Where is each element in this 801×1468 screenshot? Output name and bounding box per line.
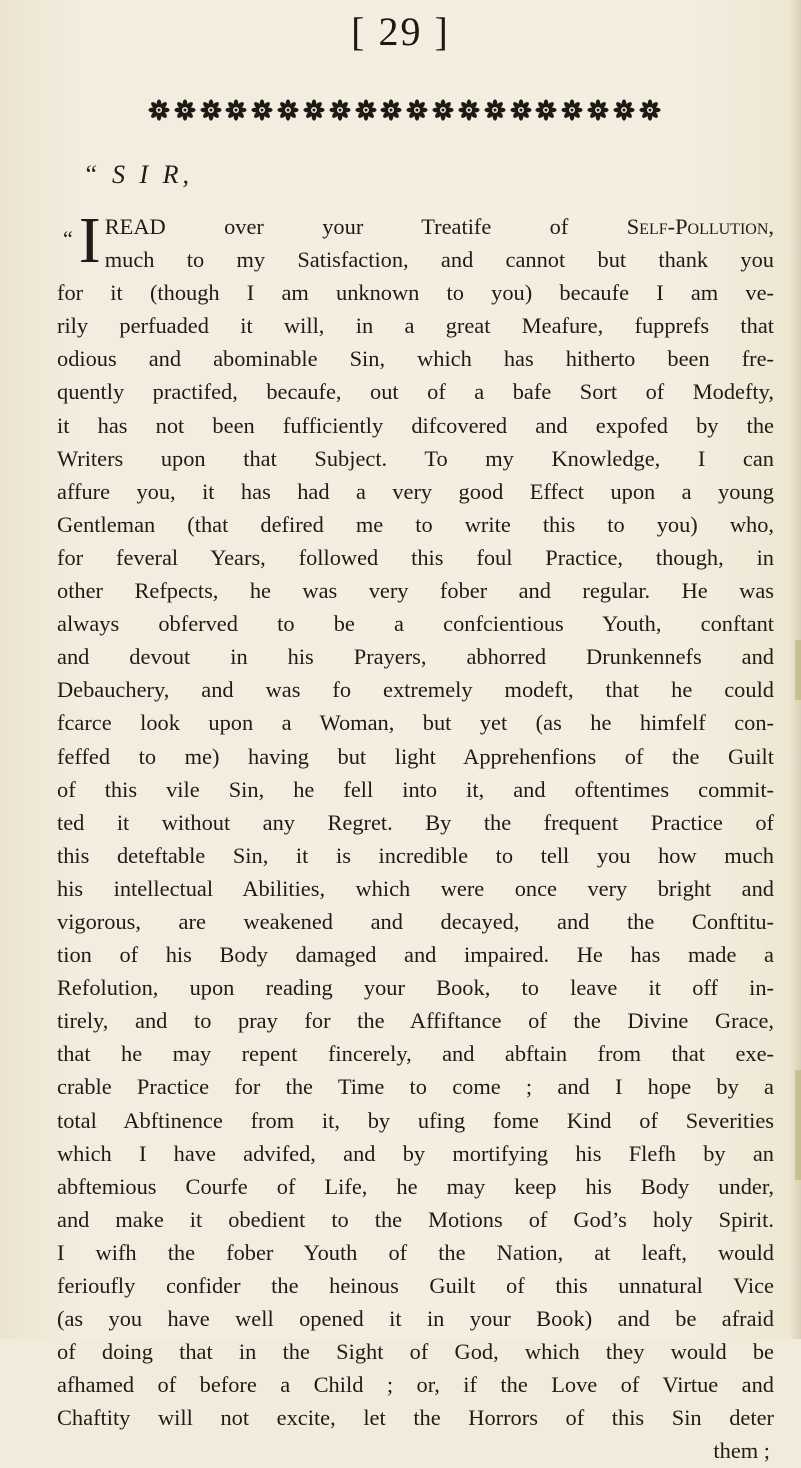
- text-line: quently practifed, becaufe, out of a bafe Sort of Modefty,: [57, 379, 774, 405]
- text-line: tirely, and to pray for the Affiftance of the Divine Grace,: [57, 1008, 774, 1034]
- text-line: and devout in his Prayers, abhorred Drunkennefs and: [57, 644, 774, 670]
- fleuron-icon: [224, 98, 248, 122]
- text-line: that he may repent fincerely, and abftain from that exe-: [57, 1041, 774, 1067]
- fleuron-icon: [638, 98, 662, 122]
- text-line: his intellectual Abilities, which were once very bright and: [57, 875, 774, 901]
- text-line: Writers upon that Subject. To my Knowledge, I can: [57, 445, 774, 471]
- page-number: [ 29 ]: [351, 9, 450, 54]
- text-line: other Refpects, he was very fober and regular. He was: [57, 578, 774, 604]
- text-line: [105, 210, 774, 243]
- text-line: afhamed of before a Child ; or, if the Love of Virtue and: [57, 1372, 774, 1398]
- fleuron-icon: [612, 98, 636, 122]
- page-stain: [795, 640, 801, 700]
- text-line: fcarce look upon a Woman, but yet (as he himfelf con-: [57, 710, 774, 736]
- text-line: and make it obedient to the Motions of God’s holy Spirit.: [57, 1206, 774, 1232]
- fleuron-icon: [586, 98, 610, 122]
- fleuron-icon: [560, 98, 584, 122]
- fleuron-icon: [199, 98, 223, 122]
- text-line: for feveral Years, followed this foul Practice, though, in: [57, 544, 774, 570]
- text-line: this deteftable Sin, it is incredible to tell you how much: [57, 842, 774, 868]
- text-line: rily perfuaded it will, in a great Meafure, fupprefs that: [57, 313, 774, 339]
- text-line: ted it without any Regret. By the frequent Practice of: [57, 809, 774, 835]
- fleuron-icon: [379, 98, 403, 122]
- text-line: vigorous, are weakened and decayed, and the Conftitu-: [57, 908, 774, 934]
- text-line: Debauchery, and was fo extremely modeft, that he could: [57, 677, 774, 703]
- text-line-final: them ;: [713, 1438, 770, 1464]
- text-line: Gentleman (that defired me to write this to you) who,: [57, 511, 774, 537]
- text-line-start: READ over your Treatife of: [104, 214, 627, 239]
- text-line: abftemious Courfe of Life, he may keep his Body under,: [57, 1173, 774, 1199]
- fleuron-icon: [250, 98, 274, 122]
- text-line: tion of his Body damaged and impaired. He has made a: [57, 942, 774, 968]
- text-line: I wifh the fober Youth of the Nation, at leaft, would: [57, 1239, 774, 1265]
- text-line: total Abftinence from it, by ufing fome Kind of Severities: [57, 1107, 774, 1133]
- ornament-divider: [147, 93, 662, 127]
- fleuron-icon: [483, 98, 507, 122]
- text-line: of this vile Sin, he fell into it, and oftentimes commit-: [57, 776, 774, 802]
- fleuron-icon: [173, 98, 197, 122]
- text-line: which I have advifed, and by mortifying his Flefh by an: [57, 1140, 774, 1166]
- fleuron-icon: [354, 98, 378, 122]
- text-line: for it (though I am unknown to you) becaufe I am ve-: [57, 280, 774, 306]
- text-lines: [57, 243, 774, 1434]
- fleuron-icon: [276, 98, 300, 122]
- text-line: affure you, it has had a very good Effect upon a young: [57, 478, 774, 504]
- fleuron-icon: [534, 98, 558, 122]
- fleuron-icon: [509, 98, 533, 122]
- text-line: much to my Satisfaction, and cannot but thank you: [104, 247, 774, 273]
- text-line: Chaftity will not excite, let the Horrors of this Sin deter: [57, 1405, 774, 1431]
- drop-cap: [63, 204, 101, 277]
- page-stain: [795, 1070, 801, 1180]
- fleuron-icon: [147, 98, 171, 122]
- text-line: always obferved to be a confcientious Youth, conftant: [57, 611, 774, 637]
- fleuron-icon: [328, 98, 352, 122]
- text-line: crable Practice for the Time to come ; and I hope by a: [57, 1074, 774, 1100]
- text-line: ferioufly confider the heinous Guilt of this unnatural Vice: [57, 1273, 774, 1298]
- text-line: (as you have well opened it in your Book) and be afraid: [57, 1306, 774, 1332]
- salutation: “ S I R,: [83, 160, 193, 189]
- fleuron-icon: [431, 98, 455, 122]
- letter-body: [57, 204, 774, 1468]
- text-small-caps: Self-Pollution,: [626, 214, 774, 239]
- drop-cap-letter: I: [78, 204, 101, 277]
- fleuron-icon: [405, 98, 429, 122]
- text-line: Refolution, upon reading your Book, to leave it off in-: [57, 975, 774, 1001]
- fleuron-icon: [302, 98, 326, 122]
- open-quote: “: [63, 226, 73, 251]
- text-line: odious and abominable Sin, which has hitherto been fre-: [57, 346, 774, 372]
- text-line: of doing that in the Sight of God, which they would be: [57, 1339, 774, 1365]
- text-line: it has not been fufficiently difcovered and expofed by the: [57, 412, 774, 438]
- fleuron-icon: [457, 98, 481, 122]
- text-line: feffed to me) having but light Apprehenfions of the Guilt: [57, 743, 774, 769]
